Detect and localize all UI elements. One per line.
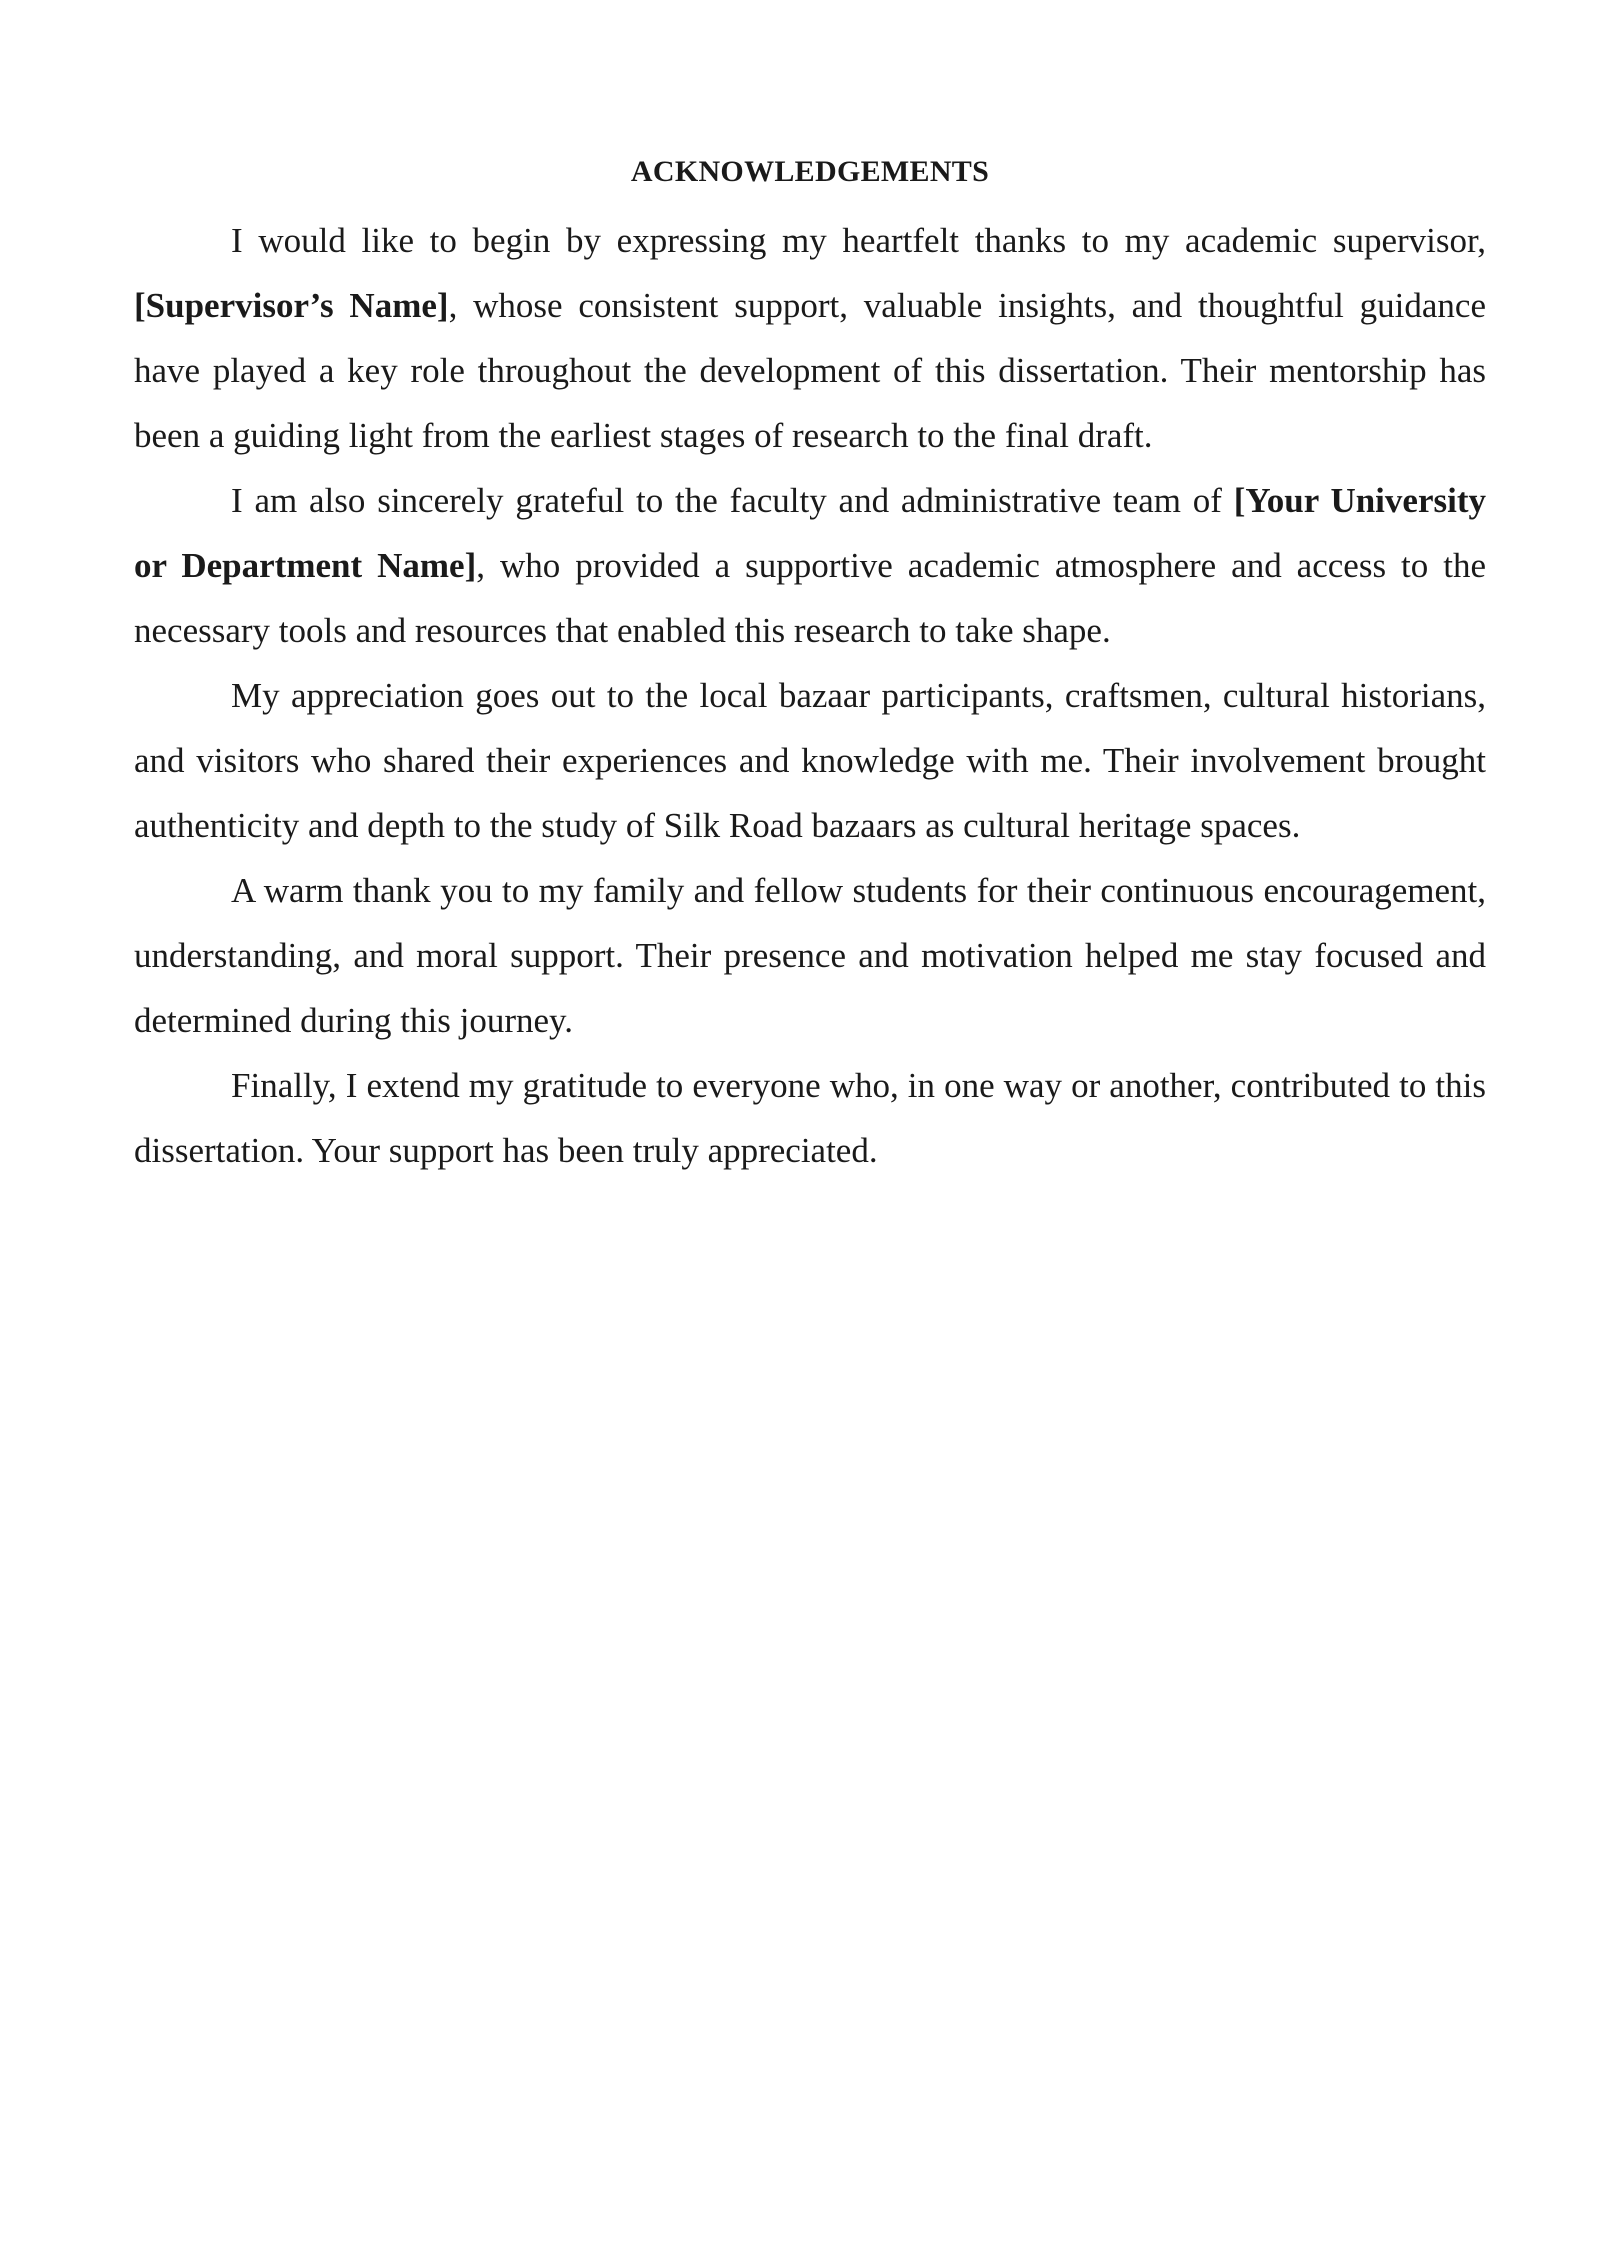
supervisor-name-placeholder: [Supervisor’s Name] <box>134 286 449 325</box>
paragraph-text: I am also sincerely grateful to the faculty and administrative team of <box>231 481 1234 520</box>
page-content <box>134 150 1486 1183</box>
university-name-placeholder: [Your University or Department Name] <box>134 481 1486 585</box>
paragraph-supervisor <box>134 208 1486 468</box>
paragraph-text: , who provided a supportive academic atmosphere and access to the necessary tools and resources that enabled this research to take shape. <box>134 546 1486 650</box>
page-heading: ACKNOWLEDGEMENTS <box>630 155 990 188</box>
paragraph-family: A warm thank you to my family and fellow students for their continuous encouragement, understanding, and moral support. Their presence and motivation helped me stay focused and determined during this journey. <box>134 871 1486 1040</box>
paragraph-text: , whose consistent support, valuable insights, and thoughtful guidance have played a key role throughout the development of this dissertation. Their mentorship has been a guiding light from the earliest stages of research to the final draft. <box>134 286 1486 455</box>
paragraph-participants: My appreciation goes out to the local bazaar participants, craftsmen, cultural historians, and visitors who shared their experiences and knowledge with me. Their involvement brought authenticity and depth to the study of Silk Road bazaars as cultural heritage spaces. <box>134 676 1486 845</box>
paragraph-closing: Finally, I extend my gratitude to everyone who, in one way or another, contributed to this dissertation. Your support has been truly appreciated. <box>134 1066 1486 1170</box>
paragraph-text: I would like to begin by expressing my heartfelt thanks to my academic supervisor, <box>231 221 1486 260</box>
paragraph-university <box>134 468 1486 663</box>
